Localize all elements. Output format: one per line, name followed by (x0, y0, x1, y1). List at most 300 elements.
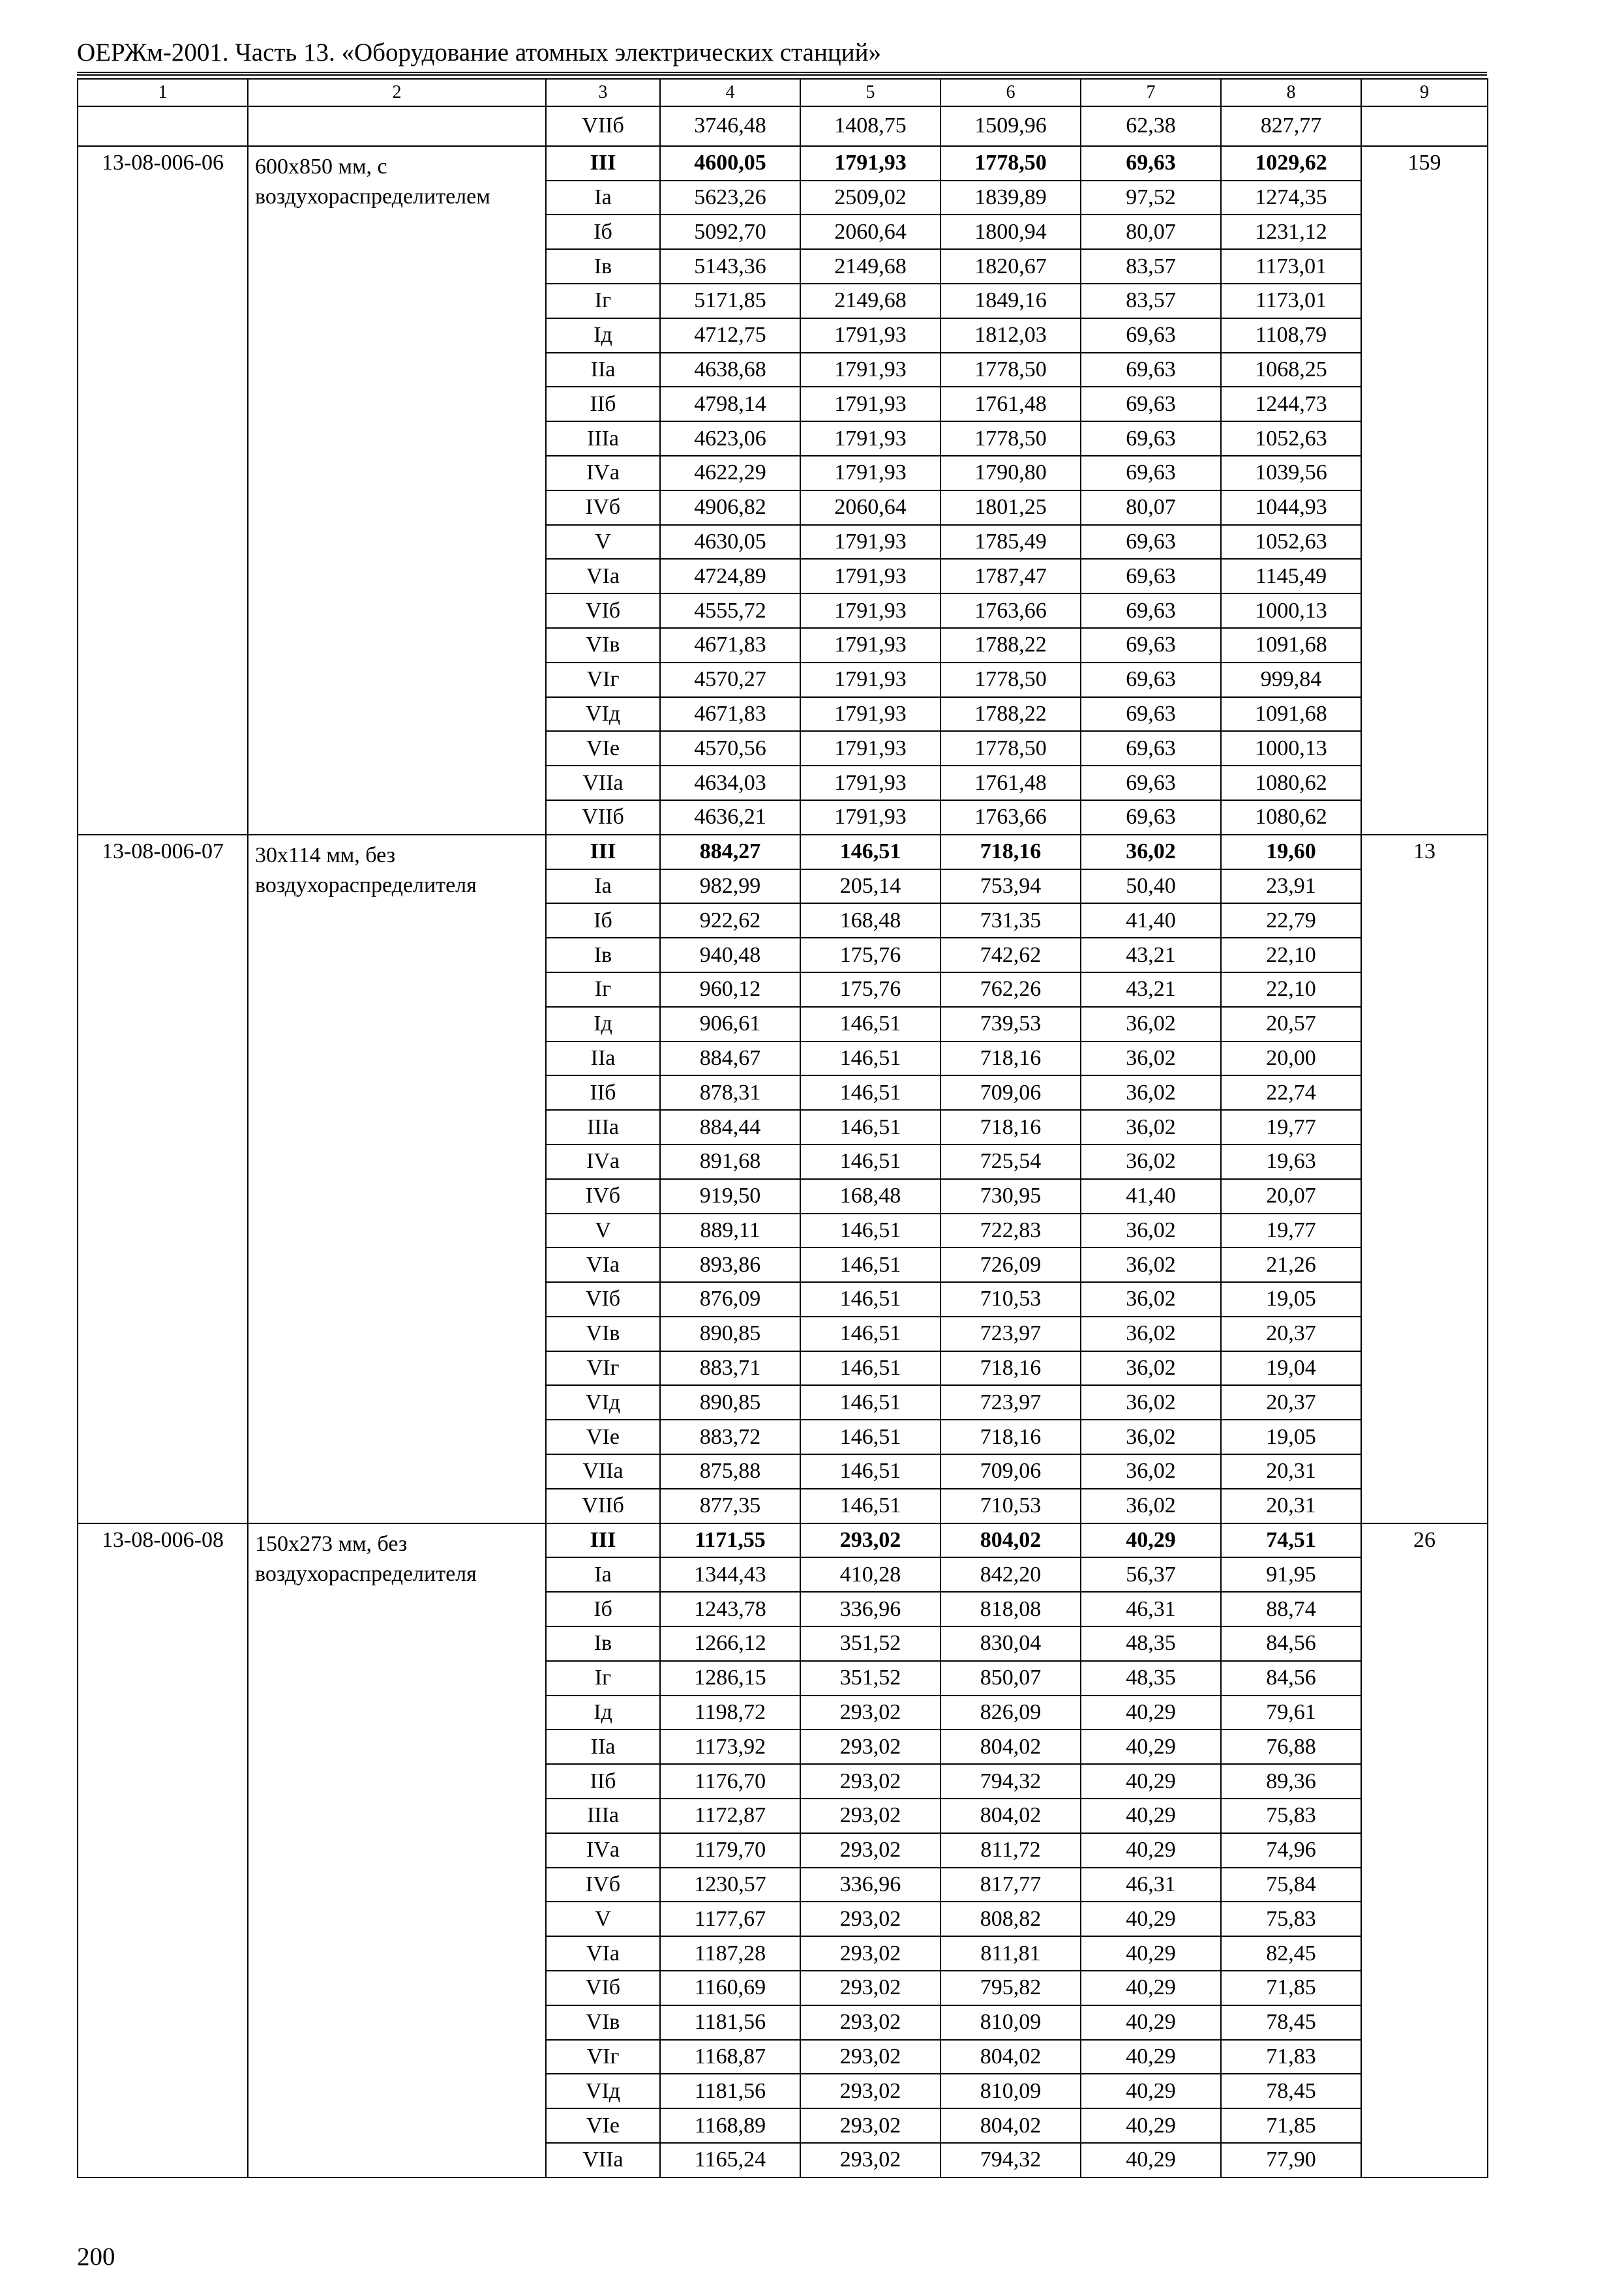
quantity-cell: 26 (1361, 1523, 1488, 2177)
code-cell: 13-08-006-07 (78, 835, 248, 1523)
value-cell: 40,29 (1081, 2108, 1221, 2143)
value-cell: 1801,25 (940, 490, 1081, 525)
value-cell: 1344,43 (660, 1557, 800, 1592)
value-cell: 1790,80 (940, 456, 1081, 490)
value-cell: 293,02 (800, 1971, 940, 2005)
region-cell: Iа (546, 1557, 660, 1592)
value-cell: 1778,50 (940, 663, 1081, 697)
value-cell: 20,57 (1221, 1007, 1361, 1041)
region-cell: Iб (546, 1592, 660, 1626)
value-cell: 718,16 (940, 1110, 1081, 1144)
value-cell: 884,44 (660, 1110, 800, 1144)
value-cell: 36,02 (1081, 1489, 1221, 1523)
value-cell: 710,53 (940, 1282, 1081, 1317)
value-cell: 4570,27 (660, 663, 800, 697)
region-cell: Iб (546, 215, 660, 249)
value-cell: 810,09 (940, 2074, 1081, 2108)
table-row (78, 146, 1488, 181)
value-cell: 69,63 (1081, 318, 1221, 353)
value-cell: 19,60 (1221, 835, 1361, 869)
value-cell: 1165,24 (660, 2143, 800, 2177)
region-cell: IIIа (546, 1799, 660, 1833)
value-cell: 1108,79 (1221, 318, 1361, 353)
value-cell: 1179,70 (660, 1833, 800, 1868)
description-cell: 30х114 мм, без воздухораспределителя (248, 835, 546, 1523)
value-cell: 1172,87 (660, 1799, 800, 1833)
value-cell: 4906,82 (660, 490, 800, 525)
value-cell: 1791,93 (800, 663, 940, 697)
value-cell: 40,29 (1081, 2005, 1221, 2040)
value-cell: 1778,50 (940, 353, 1081, 387)
region-cell: VIб (546, 1971, 660, 2005)
region-cell: Iб (546, 903, 660, 938)
value-cell: 4724,89 (660, 559, 800, 593)
quantity-cell: 13 (1361, 835, 1488, 1523)
region-cell: VIг (546, 1351, 660, 1386)
value-cell: 46,31 (1081, 1868, 1221, 1902)
value-cell: 168,48 (800, 903, 940, 938)
value-cell: 62,38 (1081, 106, 1221, 146)
value-cell: 804,02 (940, 2040, 1081, 2074)
value-cell: 36,02 (1081, 835, 1221, 869)
value-cell: 1408,75 (800, 106, 940, 146)
value-cell: 79,61 (1221, 1696, 1361, 1730)
value-cell: 1000,13 (1221, 593, 1361, 628)
value-cell: 2509,02 (800, 181, 940, 215)
value-cell: 20,00 (1221, 1041, 1361, 1076)
region-cell: IIа (546, 1729, 660, 1764)
value-cell: 336,96 (800, 1592, 940, 1626)
value-cell: 293,02 (800, 1523, 940, 1558)
value-cell: 999,84 (1221, 663, 1361, 697)
region-cell: VIд (546, 2074, 660, 2108)
value-cell: 74,51 (1221, 1523, 1361, 1558)
value-cell: 1244,73 (1221, 387, 1361, 421)
value-cell: 1044,93 (1221, 490, 1361, 525)
region-cell: VIIб (546, 800, 660, 835)
value-cell: 40,29 (1081, 1764, 1221, 1799)
value-cell: 41,40 (1081, 903, 1221, 938)
value-cell: 876,09 (660, 1282, 800, 1317)
value-cell: 1791,93 (800, 387, 940, 421)
code-cell: 13-08-006-06 (78, 146, 248, 835)
region-cell: IIа (546, 353, 660, 387)
value-cell: 1763,66 (940, 800, 1081, 835)
value-cell: 1761,48 (940, 766, 1081, 800)
column-number: 6 (940, 79, 1081, 106)
value-cell: 146,51 (800, 1214, 940, 1248)
value-cell: 906,61 (660, 1007, 800, 1041)
value-cell: 1800,94 (940, 215, 1081, 249)
value-cell: 1791,93 (800, 697, 940, 732)
code-cell: 13-08-006-08 (78, 1523, 248, 2177)
value-cell: 48,35 (1081, 1626, 1221, 1661)
value-cell: 1274,35 (1221, 181, 1361, 215)
value-cell: 19,77 (1221, 1110, 1361, 1144)
region-cell: V (546, 1214, 660, 1248)
value-cell: 804,02 (940, 2108, 1081, 2143)
value-cell: 4623,06 (660, 421, 800, 456)
value-cell: 808,82 (940, 1902, 1081, 1936)
value-cell: 5092,70 (660, 215, 800, 249)
value-cell: 69,63 (1081, 593, 1221, 628)
value-cell: 5623,26 (660, 181, 800, 215)
region-cell: III (546, 835, 660, 869)
region-cell: VIа (546, 559, 660, 593)
value-cell: 80,07 (1081, 490, 1221, 525)
value-cell: 1778,50 (940, 146, 1081, 181)
value-cell: 718,16 (940, 1351, 1081, 1386)
column-number: 3 (546, 79, 660, 106)
value-cell: 811,81 (940, 1936, 1081, 1971)
value-cell: 4622,29 (660, 456, 800, 490)
value-cell: 19,04 (1221, 1351, 1361, 1386)
value-cell: 80,07 (1081, 215, 1221, 249)
value-cell: 56,37 (1081, 1557, 1221, 1592)
region-cell: Iа (546, 181, 660, 215)
value-cell: 742,62 (940, 938, 1081, 972)
value-cell: 146,51 (800, 1110, 940, 1144)
value-cell: 69,63 (1081, 146, 1221, 181)
value-cell: 818,08 (940, 1592, 1081, 1626)
value-cell: 146,51 (800, 1317, 940, 1351)
value-cell: 1787,47 (940, 559, 1081, 593)
value-cell: 1187,28 (660, 1936, 800, 1971)
region-cell: III (546, 146, 660, 181)
value-cell: 817,77 (940, 1868, 1081, 1902)
value-cell: 97,52 (1081, 181, 1221, 215)
value-cell: 83,57 (1081, 249, 1221, 284)
value-cell: 1052,63 (1221, 421, 1361, 456)
value-cell: 1176,70 (660, 1764, 800, 1799)
value-cell: 2060,64 (800, 215, 940, 249)
value-cell: 1000,13 (1221, 731, 1361, 766)
value-cell: 2060,64 (800, 490, 940, 525)
region-cell: VIг (546, 663, 660, 697)
value-cell: 4798,14 (660, 387, 800, 421)
value-cell: 69,63 (1081, 421, 1221, 456)
value-cell: 1091,68 (1221, 697, 1361, 732)
value-cell: 146,51 (800, 1007, 940, 1041)
value-cell: 76,88 (1221, 1729, 1361, 1764)
value-cell: 804,02 (940, 1729, 1081, 1764)
value-cell: 40,29 (1081, 1729, 1221, 1764)
value-cell: 890,85 (660, 1317, 800, 1351)
region-cell: VIе (546, 1420, 660, 1454)
value-cell: 1181,56 (660, 2074, 800, 2108)
value-cell: 175,76 (800, 972, 940, 1007)
value-cell: 36,02 (1081, 1110, 1221, 1144)
value-cell: 1788,22 (940, 628, 1081, 663)
region-cell: IVб (546, 490, 660, 525)
value-cell: 890,85 (660, 1385, 800, 1420)
value-cell: 336,96 (800, 1868, 940, 1902)
value-cell: 1173,01 (1221, 284, 1361, 318)
value-cell: 69,63 (1081, 766, 1221, 800)
value-cell: 1173,92 (660, 1729, 800, 1764)
value-cell: 1286,15 (660, 1661, 800, 1696)
description-cell: 600х850 мм, с воздухораспределителем (248, 146, 546, 835)
value-cell: 293,02 (800, 2143, 940, 2177)
region-cell: IVа (546, 456, 660, 490)
value-cell: 36,02 (1081, 1351, 1221, 1386)
value-cell: 293,02 (800, 1696, 940, 1730)
value-cell: 709,06 (940, 1075, 1081, 1110)
value-cell: 893,86 (660, 1248, 800, 1282)
value-cell: 20,37 (1221, 1317, 1361, 1351)
value-cell: 69,63 (1081, 387, 1221, 421)
value-cell: 20,07 (1221, 1179, 1361, 1214)
value-cell: 20,31 (1221, 1454, 1361, 1489)
region-cell: Iв (546, 1626, 660, 1661)
value-cell: 74,96 (1221, 1833, 1361, 1868)
value-cell: 1791,93 (800, 593, 940, 628)
value-cell: 22,74 (1221, 1075, 1361, 1110)
page-number: 200 (77, 2243, 115, 2271)
value-cell: 1791,93 (800, 456, 940, 490)
value-cell: 78,45 (1221, 2005, 1361, 2040)
value-cell: 40,29 (1081, 1902, 1221, 1936)
value-cell: 89,36 (1221, 1764, 1361, 1799)
value-cell: 146,51 (800, 835, 940, 869)
value-cell: 753,94 (940, 869, 1081, 904)
value-cell: 4671,83 (660, 628, 800, 663)
value-cell: 1791,93 (800, 800, 940, 835)
value-cell: 810,09 (940, 2005, 1081, 2040)
region-cell: VIе (546, 731, 660, 766)
value-cell: 71,85 (1221, 1971, 1361, 2005)
value-cell: 878,31 (660, 1075, 800, 1110)
value-cell: 4638,68 (660, 353, 800, 387)
value-cell: 875,88 (660, 1454, 800, 1489)
value-cell: 71,85 (1221, 2108, 1361, 2143)
region-cell: Iг (546, 1661, 660, 1696)
value-cell: 1791,93 (800, 766, 940, 800)
value-cell: 69,63 (1081, 800, 1221, 835)
value-cell: 1231,12 (1221, 215, 1361, 249)
region-cell: Iг (546, 284, 660, 318)
value-cell: 36,02 (1081, 1282, 1221, 1317)
value-cell: 91,95 (1221, 1557, 1361, 1592)
value-cell: 84,56 (1221, 1626, 1361, 1661)
value-cell: 877,35 (660, 1489, 800, 1523)
value-cell: 4555,72 (660, 593, 800, 628)
region-cell: V (546, 1902, 660, 1936)
value-cell: 5171,85 (660, 284, 800, 318)
value-cell: 19,05 (1221, 1420, 1361, 1454)
region-cell: VIа (546, 1248, 660, 1282)
value-cell: 168,48 (800, 1179, 940, 1214)
column-number: 9 (1361, 79, 1488, 106)
quantity-cell: 159 (1361, 146, 1488, 835)
value-cell: 69,63 (1081, 525, 1221, 560)
value-cell: 718,16 (940, 1420, 1081, 1454)
value-cell: 293,02 (800, 1833, 940, 1868)
region-cell: VIIб (546, 106, 660, 146)
value-cell: 739,53 (940, 1007, 1081, 1041)
value-cell: 884,67 (660, 1041, 800, 1076)
value-cell: 842,20 (940, 1557, 1081, 1592)
value-cell: 827,77 (1221, 106, 1361, 146)
region-cell: IVа (546, 1144, 660, 1179)
value-cell: 4712,75 (660, 318, 800, 353)
value-cell: 69,63 (1081, 353, 1221, 387)
value-cell: 889,11 (660, 1214, 800, 1248)
value-cell: 731,35 (940, 903, 1081, 938)
value-cell: 795,82 (940, 1971, 1081, 2005)
value-cell: 1029,62 (1221, 146, 1361, 181)
value-cell: 23,91 (1221, 869, 1361, 904)
value-cell: 1763,66 (940, 593, 1081, 628)
region-cell: IVб (546, 1868, 660, 1902)
value-cell: 84,56 (1221, 1661, 1361, 1696)
value-cell: 20,37 (1221, 1385, 1361, 1420)
value-cell: 36,02 (1081, 1214, 1221, 1248)
value-cell: 1168,87 (660, 2040, 800, 2074)
value-cell: 43,21 (1081, 938, 1221, 972)
value-cell: 40,29 (1081, 1523, 1221, 1558)
region-cell: IIб (546, 387, 660, 421)
value-cell: 919,50 (660, 1179, 800, 1214)
value-cell: 69,63 (1081, 697, 1221, 732)
value-cell: 3746,48 (660, 106, 800, 146)
region-cell: IIб (546, 1764, 660, 1799)
region-cell: VIд (546, 697, 660, 732)
column-number-row (78, 79, 1488, 106)
value-cell: 710,53 (940, 1489, 1081, 1523)
value-cell: 826,09 (940, 1696, 1081, 1730)
value-cell: 293,02 (800, 1936, 940, 1971)
value-cell: 722,83 (940, 1214, 1081, 1248)
value-cell: 830,04 (940, 1626, 1081, 1661)
value-cell: 41,40 (1081, 1179, 1221, 1214)
region-cell: IIб (546, 1075, 660, 1110)
value-cell: 175,76 (800, 938, 940, 972)
value-cell: 146,51 (800, 1385, 940, 1420)
value-cell: 940,48 (660, 938, 800, 972)
region-cell: IVа (546, 1833, 660, 1868)
value-cell: 1785,49 (940, 525, 1081, 560)
value-cell: 48,35 (1081, 1661, 1221, 1696)
value-cell: 40,29 (1081, 1799, 1221, 1833)
continuation-row (78, 106, 1488, 146)
region-cell: IIа (546, 1041, 660, 1076)
value-cell: 1778,50 (940, 731, 1081, 766)
value-cell: 884,27 (660, 835, 800, 869)
value-cell: 293,02 (800, 2074, 940, 2108)
region-cell: IIIа (546, 1110, 660, 1144)
value-cell: 19,77 (1221, 1214, 1361, 1248)
value-cell: 982,99 (660, 869, 800, 904)
value-cell: 40,29 (1081, 1936, 1221, 1971)
value-cell: 40,29 (1081, 1833, 1221, 1868)
region-cell: VIв (546, 1317, 660, 1351)
region-cell: VIв (546, 2005, 660, 2040)
value-cell: 1181,56 (660, 2005, 800, 2040)
value-cell: 1230,57 (660, 1868, 800, 1902)
value-cell: 883,72 (660, 1420, 800, 1454)
region-cell: V (546, 525, 660, 560)
region-cell: Iв (546, 938, 660, 972)
region-cell: Iа (546, 869, 660, 904)
value-cell: 36,02 (1081, 1144, 1221, 1179)
value-cell: 36,02 (1081, 1420, 1221, 1454)
region-cell: VIд (546, 1385, 660, 1420)
value-cell: 804,02 (940, 1523, 1081, 1558)
value-cell: 1177,67 (660, 1902, 800, 1936)
value-cell: 40,29 (1081, 2040, 1221, 2074)
value-cell: 891,68 (660, 1144, 800, 1179)
region-cell: IVб (546, 1179, 660, 1214)
column-number: 1 (78, 79, 248, 106)
value-cell: 1068,25 (1221, 353, 1361, 387)
value-cell: 146,51 (800, 1454, 940, 1489)
value-cell: 36,02 (1081, 1454, 1221, 1489)
value-cell: 36,02 (1081, 1041, 1221, 1076)
value-cell: 1266,12 (660, 1626, 800, 1661)
value-cell: 1820,67 (940, 249, 1081, 284)
value-cell: 43,21 (1081, 972, 1221, 1007)
value-cell: 804,02 (940, 1799, 1081, 1833)
value-cell: 1839,89 (940, 181, 1081, 215)
column-number: 7 (1081, 79, 1221, 106)
column-number: 4 (660, 79, 800, 106)
value-cell: 69,63 (1081, 628, 1221, 663)
region-cell: VIе (546, 2108, 660, 2143)
value-cell: 4634,03 (660, 766, 800, 800)
value-cell: 718,16 (940, 1041, 1081, 1076)
value-cell: 794,32 (940, 2143, 1081, 2177)
value-cell: 794,32 (940, 1764, 1081, 1799)
value-cell: 351,52 (800, 1626, 940, 1661)
region-cell: VIIа (546, 766, 660, 800)
region-cell: VIв (546, 628, 660, 663)
value-cell: 4636,21 (660, 800, 800, 835)
code-cell-empty (78, 106, 248, 146)
price-table (77, 78, 1488, 2178)
region-cell: Iд (546, 1696, 660, 1730)
value-cell: 811,72 (940, 1833, 1081, 1868)
column-number: 5 (800, 79, 940, 106)
region-cell: VIIа (546, 1454, 660, 1489)
value-cell: 4671,83 (660, 697, 800, 732)
value-cell: 723,97 (940, 1317, 1081, 1351)
value-cell: 1812,03 (940, 318, 1081, 353)
value-cell: 850,07 (940, 1661, 1081, 1696)
value-cell: 22,10 (1221, 972, 1361, 1007)
value-cell: 1791,93 (800, 318, 940, 353)
value-cell: 725,54 (940, 1144, 1081, 1179)
value-cell: 146,51 (800, 1041, 940, 1076)
value-cell: 4570,56 (660, 731, 800, 766)
value-cell: 40,29 (1081, 2143, 1221, 2177)
value-cell: 1171,55 (660, 1523, 800, 1558)
value-cell: 1788,22 (940, 697, 1081, 732)
value-cell: 77,90 (1221, 2143, 1361, 2177)
value-cell: 83,57 (1081, 284, 1221, 318)
region-cell: Iд (546, 1007, 660, 1041)
value-cell: 1145,49 (1221, 559, 1361, 593)
value-cell: 146,51 (800, 1075, 940, 1110)
value-cell: 293,02 (800, 2108, 940, 2143)
value-cell: 730,95 (940, 1179, 1081, 1214)
value-cell: 146,51 (800, 1282, 940, 1317)
value-cell: 19,63 (1221, 1144, 1361, 1179)
value-cell: 36,02 (1081, 1248, 1221, 1282)
value-cell: 205,14 (800, 869, 940, 904)
value-cell: 293,02 (800, 1799, 940, 1833)
table-body (78, 79, 1488, 2177)
